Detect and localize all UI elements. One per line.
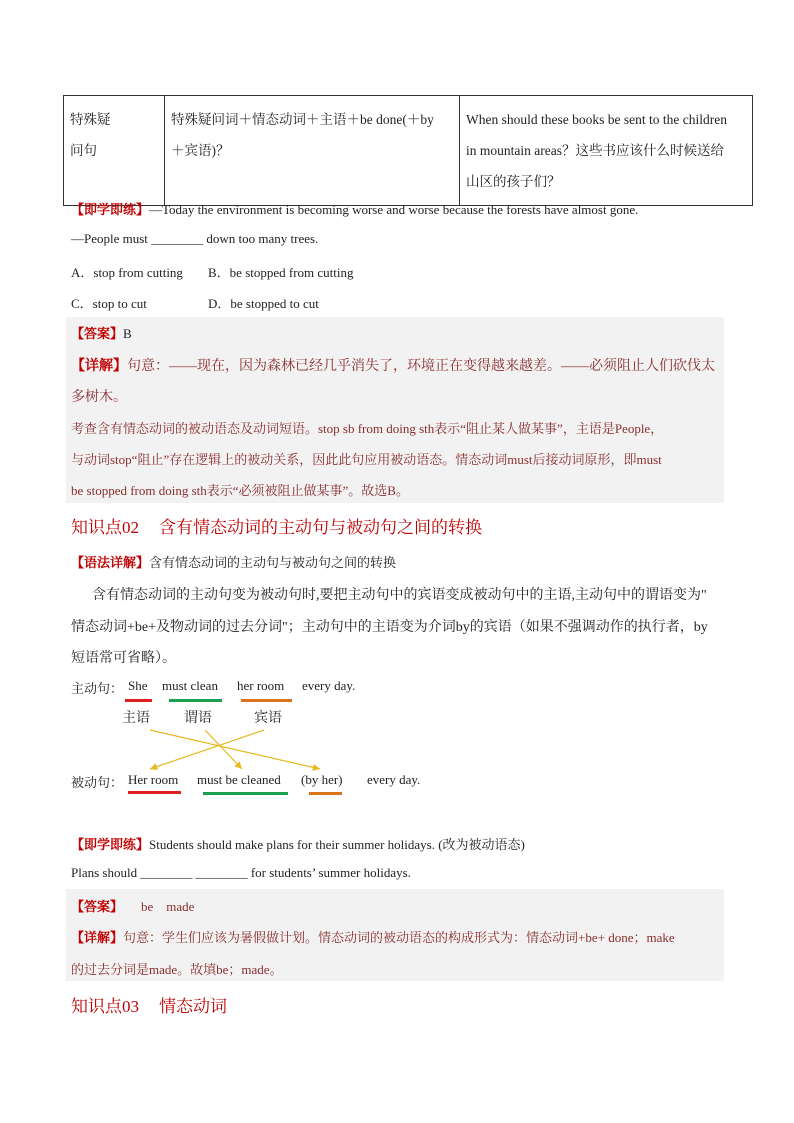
answer-value: be made: [141, 899, 195, 914]
detail-tag: 【详解】: [71, 930, 124, 945]
question-text: —Today the environment is becoming worse and worse because the forests have almost gone.: [149, 202, 639, 217]
grammar-para-3: 短语常可省略）。: [71, 651, 176, 666]
practice-tag: 【即学即练】: [71, 837, 150, 852]
role-verb: 谓语: [184, 711, 212, 726]
practice2-q1: [71, 834, 525, 853]
section-number: 知识点03: [71, 997, 139, 1016]
role-subject: 主语: [122, 711, 150, 726]
practice1-q2: —People must ________ down too many trees.: [71, 231, 319, 246]
arrow-subject-to-agent: [150, 730, 320, 769]
grammar-para-2: 情态动词+be+及物动词的过去分词"；主动句中的主语变为介词by的宾语（如果不强调动作的执行者，by: [71, 620, 708, 635]
detail-text: 句意：——现在，因为森林已经几乎消失了，环境正在变得越来越差。——必须阻止人们砍伐太: [127, 359, 715, 374]
passive-verb-underline: [203, 792, 288, 795]
passive-rest: every day.: [367, 772, 421, 787]
table-cell-structure: 特殊疑问词＋情态动词＋主语＋be done(＋by ＋宾语)？: [165, 96, 460, 206]
answer-value: B: [123, 326, 132, 341]
active-rest: every day.: [302, 678, 356, 693]
explain-line-3: be stopped from doing sth表示“必须被阻止做某事”。故选B。: [71, 483, 409, 498]
option-d: D．be stopped to cut: [208, 296, 319, 311]
detail2-line-1: [71, 927, 675, 946]
section-number: 知识点02: [71, 518, 139, 537]
detail-line-2: 多树木。: [71, 390, 127, 405]
passive-agent-underline: [309, 792, 342, 795]
role-object: 宾语: [254, 711, 282, 726]
passive-sentence-label: 被动句：: [71, 775, 124, 790]
question-text: Students should make plans for their summer holidays. (改为被动语态): [149, 837, 525, 852]
detail2-line-2: 的过去分词是made。故填be；made。: [71, 962, 283, 977]
active-verb: must clean: [162, 678, 218, 693]
active-subject: She: [128, 678, 148, 693]
table-cell-type: 特殊疑 问句: [64, 96, 165, 206]
option-a: A．stop from cutting: [71, 265, 183, 280]
explain-line-1: 考查含有情态动词的被动语态及动词短语。stop sb from doing sth表示“阻止某人做某事”，主语是People，: [71, 421, 664, 436]
table-cell-example: When should these books be sent to the children in mountain areas？这些书应该什么时候送给 山区的孩子们？: [460, 96, 753, 206]
option-b: B．be stopped from cutting: [208, 265, 354, 280]
detail-text: 句意：学生们应该为暑假做计划。情态动词的被动语态的构成形式为：情态动词+be+ done；make: [123, 930, 675, 945]
grammar-para-1: 含有情态动词的主动句变为被动句时,要把主动句中的宾语变成被动句中的主语,主动句中的谓语变为": [92, 588, 707, 603]
practice-tag: 【即学即练】: [71, 202, 150, 217]
arrow-object-to-subject: [150, 730, 264, 769]
passive-agent: (by her): [301, 772, 343, 787]
detail-tag: 【详解】: [71, 359, 127, 374]
answer2-line: [71, 896, 194, 915]
passive-verb: must be cleaned: [197, 772, 281, 787]
explain-line-2: 与动词stop“阻止”存在逻辑上的被动关系，因此此句应用被动语态。情态动词must后接动词原形，即must: [71, 452, 662, 467]
section-title: 情态动词: [159, 997, 227, 1016]
section-heading-03: [71, 992, 227, 1017]
passive-subject: Her room: [128, 772, 179, 787]
practice2-q2: Plans should ________ ________ for students’ summer holidays.: [71, 865, 411, 880]
answer-tag: 【答案】: [71, 326, 124, 341]
passive-subject-underline: [128, 791, 181, 794]
option-c: C．stop to cut: [71, 296, 147, 311]
grammar-title: 含有情态动词的主动句与被动句之间的转换: [149, 555, 397, 570]
active-object: her room: [237, 678, 285, 693]
grammar-tag: 【语法详解】: [71, 555, 150, 570]
active-sentence-label: 主动句：: [71, 681, 124, 696]
answer-tag: 【答案】: [71, 899, 124, 914]
section-title: 含有情态动词的主动句与被动句之间的转换: [159, 518, 482, 537]
